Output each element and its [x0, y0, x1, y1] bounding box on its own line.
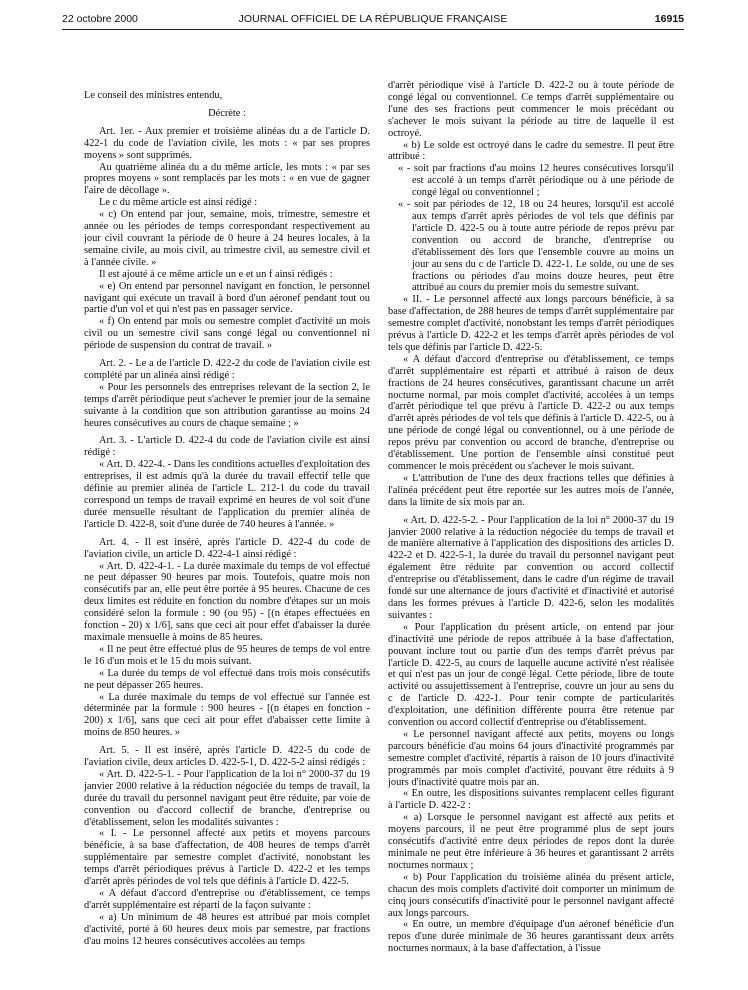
paragraph: « La durée du temps de vol effectué dans trois mois consécutifs ne peut dépasser 265 heures.	[84, 667, 370, 691]
paragraph: Art. 4. - Il est inséré, après l'article D. 422-4 du code de l'aviation civile, un article D. 422-4-1 ainsi rédigé :	[84, 536, 370, 560]
paragraph: « En outre, un membre d'équipage d'un aéronef bénéficie d'un repos d'une durée minimale de 36 heures garantissant deux arrêts nocturnes normaux, à la base d'affectation, à l'issue	[388, 919, 674, 955]
paragraph: « Art. D. 422-5-1. - Pour l'application de la loi n° 2000-37 du 19 janvier 2000 relative à la réduction négociée du temps de travail, la durée du travail du personnel navigant peut être réduite, par voie de convention ou d'accord collectif de branche, d'entreprise ou d'établissement, selon les modalités suivantes :	[84, 768, 370, 828]
paragraph: « A défaut d'accord d'entreprise ou d'établissement, ce temps d'arrêt supplémentaire est réparti de la façon suivante :	[84, 888, 370, 911]
paragraph: « a) Lorsque le personnel navigant est affecté aux petits et moyens parcours, il ne peut être programmé plus de sept jours consécutifs d'activité entre deux périodes de repos dont la durée minimale ne peut être inférieure à 36 heures et garantissant 2 arrêts nocturnes normaux ;	[388, 812, 674, 871]
paragraph: d'arrêt périodique visé à l'article D. 422-2 ou à toute période de congé légal ou conventionnel. Ce temps d'arrêt supplémentaire ou l'une des ses fractions peut commencer le mois précédant ou s'achever le mois suivant la période au titre de laquelle il est octroyé.	[388, 80, 674, 139]
left-column	[84, 84, 370, 948]
paragraph: « Il ne peut être effectué plus de 95 heures de temps de vol entre le 16 d'un mois et le 15 du mois suivant.	[84, 643, 370, 667]
paragraph: Art. 2. - Le a de l'article D. 422-2 du code de l'aviation civile est complété par un alinéa ainsi rédigé :	[84, 358, 370, 381]
paragraph: « - soit par périodes de 12, 18 ou 24 heures, lorsqu'il est accolé aux temps d'arrêt après périodes de vol tels que définis par l'article D. 422-5 ou à toute autre période de repos prévu par convention ou accord de branche, d'entreprise ou d'établissement dès lors que l'ensemble couvre au moins un jour au sens du c de l'article D. 422-1. Le solde, ou une de ses fractions ou périodes d'au moins douze heures, peut être attribué au cours du premier mois du semestre suivant.	[398, 199, 674, 294]
header-rule	[62, 29, 684, 30]
paragraph: « a) Un minimum de 48 heures est attribué par mois complet d'activité, porté à 60 heures deux mois par semestre, par fractions d'au moins 12 heures consécutives accolées au temps	[84, 911, 370, 947]
paragraph: « Le personnel navigant affecté aux petits, moyens ou longs parcours bénéficie d'au moins 64 jours d'inactivité programmés par semestre complet d'activité, répartis à raison de 10 jours d'inactivité programmés par mois complet d'activité, pouvant être réduits à 9 jours d'inactivité quatre mois par an.	[388, 728, 674, 788]
paragraph: « En outre, les dispositions suivantes remplacent celles figurant à l'article D. 422-2 :	[388, 788, 674, 812]
paragraph: « Art. D. 422-4-1. - La durée maximale du temps de vol effectué ne peut dépasser 90 heures par mois. Toutefois, quatre mois non consécutifs par an, elle peut être portée à 95 heures. Chacune de ces deux limites est réduite en fonction du nombre d'étapes sur un mois considéré selon la formule : 90 (ou 95) - [(n étapes effectuées en fonction - 20) x 1/6], sans que ceci ait pour effet d'abaisser la durée maximale mensuelle à moins de 85 heures.	[84, 560, 370, 643]
journal-title: JOURNAL OFFICIEL DE LA RÉPUBLIQUE FRANÇAISE	[238, 13, 508, 25]
paragraph: « A défaut d'accord d'entreprise ou d'établissement, ce temps d'arrêt supplémentaire est réparti et attribué à raison de deux fractions de 24 heures consécutives, garantissant chacune un arrêt nocturne normal, par mois complet d'activité, accolées à un temps d'arrêt périodique tel que prévu à l'article D. 422-2 ou aux temps d'arrêt après périodes de vol tels que définis à l'article D. 422-5, ou à une période de congé légal ou conventionnel, ou à une période de repos prévu par convention ou accord de branche, d'entreprise ou d'établissement. Une portion de l'ensemble ainsi constitué peut commencer le mois précédent ou s'achever le mois suivant.	[388, 353, 674, 472]
paragraph: « Pour l'application du présent article, on entend par jour d'inactivité une période de repos attribuée à la base d'affectation, pouvant inclure tout ou partie d'un des temps d'arrêt prévus par l'article D. 422-5, au cours de laquelle aucune activité n'est réalisée et qui n'est pas un jour de congé légal. Cette période, libre de toute activité ou assujettissement à l'entreprise, couvre un jour au sens du c de l'article D. 422-1. Pour tenir compte de particularités d'exploitation, une définition différente pourra être retenue par convention ou accord collectif d'entreprise ou d'établissement.	[388, 621, 674, 729]
paragraph: « II. - Le personnel affecté aux longs parcours bénéficie, à sa base d'affectation, de 288 heures de temps d'arrêt supplémentaire par semestre complet d'activité, nonobstant les temps d'arrêt périodiques prévus à l'article D. 422-2 et les temps d'arrêt après périodes de vol tels que définis par l'article D. 422-5.	[388, 294, 674, 353]
page-number: 16915	[654, 13, 684, 25]
paragraph: « Art. D. 422-4. - Dans les conditions actuelles d'exploitation des entreprises, il est admis qu'à la durée du travail effectif telle que définie au premier alinéa de l'article L. 212-1 du code du travail correspond un temps de travail exprimé en heures de vol soit d'une durée mensuelle résultant de l'application du premier alinéa de l'article D. 422-8, soit d'une durée de 740 heures à l'année. »	[84, 459, 370, 530]
paragraph: « Pour les personnels des entreprises relevant de la section 2, le temps d'arrêt périodique peut s'achever le premier jour de la semaine suivante à la condition que son attribution garantisse au moins 24 heures consécutives au cours de chaque semaine ; »	[84, 381, 370, 429]
paragraph: Le conseil des ministres entendu,	[84, 90, 223, 101]
paragraph: Il est ajouté à ce même article un e et un f ainsi rédigés :	[99, 268, 333, 280]
paragraph: « c) On entend par jour, semaine, mois, trimestre, semestre et année ou les périodes de temps correspondant respectivement au jour civil couvrant la période de 0 heure à 24 heures locales, à la semaine civile, au mois civil, au trimestre civil, au semestre civil et à l'année civile. »	[84, 209, 370, 268]
paragraph: « e) On entend par personnel navigant en fonction, le personnel navigant qui exécute un travail à bord d'un aéronef pendant tout ou partie d'un vol et qui n'est pas en passager service.	[84, 280, 370, 316]
paragraph: « b) Pour l'application du troisième alinéa du présent article, chacun des mois complets d'activité doit comporter un minimum de cinq jours consécutifs d'inactivité pour le personnel navigant affecté aux longs parcours.	[388, 871, 674, 919]
page-header	[62, 14, 684, 28]
paragraph: « f) On entend par mois ou semestre complet d'activité un mois civil ou un semestre civil sans congé légal ou conventionnel ni période de suspension du contrat de travail. »	[84, 316, 370, 352]
paragraph: Le c du même article est ainsi rédigé :	[99, 197, 258, 209]
paragraph: « La durée maximale du temps de vol effectué sur l'année est déterminée par la formule : 900 heures - [(n étapes en fonction - 200) x 1/6], sans que ceci ait pour effet d'abaisser cette limite à moins de 850 heures. »	[84, 691, 370, 739]
paragraph: « I. - Le personnel affecté aux petits et moyens parcours bénéficie, à sa base d'affectation, de 408 heures de temps d'arrêt supplémentaire par semestre complet d'activité, nonobstant les temps d'arrêt périodiques prévus à l'article D. 422-2 et les temps d'arrêt après périodes de vol tels que définis à l'article D. 422-5.	[84, 828, 370, 888]
paragraph: « L'attribution de l'une des deux fractions telles que définies à l'alinéa précédent peut être reportée sur les autres mois de l'année, dans la limite de six mois par an.	[388, 472, 674, 508]
paragraph: « b) Le solde est octroyé dans le cadre du semestre. Il peut être attribué :	[388, 139, 674, 163]
paragraph: Art. 3. - L'article D. 422-4 du code de l'aviation civile est ainsi rédigé :	[84, 435, 370, 459]
right-column	[388, 80, 674, 955]
paragraph: Art. 1er. - Aux premier et troisième alinéas du a de l'article D. 422-1 du code de l'aviation civile, les mots : « par ses propres moyens » sont supprimés.	[84, 125, 370, 161]
paragraph: « Art. D. 422-5-2. - Pour l'application de la loi n° 2000-37 du 19 janvier 2000 relative à la réduction négociée du temps de travail et de manière alternative à l'application des dispositions des articles D. 422-2 et D. 422-5-1, la durée du travail du personnel navigant peut également être réduite par convention ou accord collectif d'entreprise ou d'établissement, dans le cadre d'un régime de travail fondé sur une alternance de jours d'activité et d'inactivité et autorisé dans les formes prévues à l'article D. 422-6, selon les modalités suivantes :	[388, 514, 674, 621]
header-date: 22 octobre 2000	[62, 13, 138, 25]
paragraph: Au quatrième alinéa du a du même article, les mots : « par ses propres moyens » sont remplacés par les mots : « en vue de gagner l'aire de décollage ».	[84, 161, 370, 197]
paragraph: Décrète :	[208, 107, 246, 119]
paragraph: « - soit par fractions d'au moins 12 heures consécutives lorsqu'il est accolé à un temps d'arrêt périodique ou à une période de congé légal ou conventionnel ;	[398, 163, 674, 199]
paragraph: Art. 5. - Il est inséré, après l'article D. 422-5 du code de l'aviation civile, deux articles D. 422-5-1, D. 422-5-2 ainsi rédigés :	[84, 745, 370, 769]
